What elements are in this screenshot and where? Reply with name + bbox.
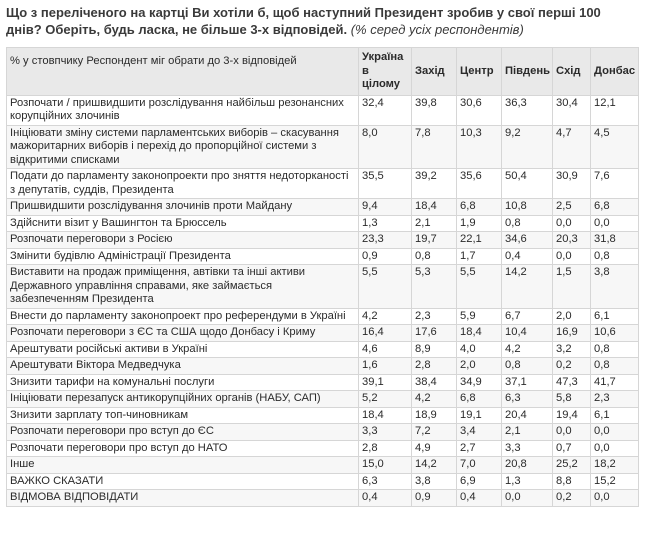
row-label: ВІДМОВА ВІДПОВІДАТИ xyxy=(7,490,359,507)
row-value: 0,4 xyxy=(457,490,502,507)
row-value: 5,3 xyxy=(412,265,457,309)
column-header-east: Схід xyxy=(553,48,591,96)
table-row xyxy=(7,232,639,249)
row-value: 35,6 xyxy=(457,169,502,199)
row-value: 0,9 xyxy=(412,490,457,507)
row-value: 8,9 xyxy=(412,341,457,358)
table-row xyxy=(7,199,639,216)
column-header-ukraine: Україна в цілому xyxy=(359,48,412,96)
row-label: Внести до парламенту законопроект про референдуми в Україні xyxy=(7,308,359,325)
table-row xyxy=(7,308,639,325)
table-row xyxy=(7,490,639,507)
row-value: 35,5 xyxy=(359,169,412,199)
row-label: Розпочати / пришвидшити розслідування найбільш резонансних корупційних злочинів xyxy=(7,95,359,125)
row-value: 4,6 xyxy=(359,341,412,358)
row-value: 18,9 xyxy=(412,407,457,424)
column-header-west: Захід xyxy=(412,48,457,96)
row-value: 8,0 xyxy=(359,125,412,169)
row-value: 10,6 xyxy=(591,325,639,342)
row-value: 2,1 xyxy=(412,215,457,232)
row-label: Інше xyxy=(7,457,359,474)
row-value: 2,0 xyxy=(457,358,502,375)
row-value: 4,2 xyxy=(412,391,457,408)
row-value: 14,2 xyxy=(412,457,457,474)
row-value: 6,1 xyxy=(591,308,639,325)
row-value: 19,4 xyxy=(553,407,591,424)
row-value: 3,3 xyxy=(359,424,412,441)
row-value: 0,8 xyxy=(412,248,457,265)
row-value: 10,4 xyxy=(502,325,553,342)
row-value: 39,1 xyxy=(359,374,412,391)
row-value: 4,2 xyxy=(502,341,553,358)
row-value: 0,0 xyxy=(591,440,639,457)
row-value: 37,1 xyxy=(502,374,553,391)
row-value: 0,7 xyxy=(553,440,591,457)
row-value: 0,0 xyxy=(553,424,591,441)
row-label: Змінити будівлю Адміністрації Президента xyxy=(7,248,359,265)
question-text: Що з переліченого на картці Ви хотіли б, щоб наступний Президент зробив у свої перші 100 днів? Оберіть, будь ласка, не більше 3-х відповідей. xyxy=(6,5,601,37)
row-value: 0,0 xyxy=(553,248,591,265)
row-value: 6,3 xyxy=(359,473,412,490)
row-value: 19,1 xyxy=(457,407,502,424)
row-value: 1,6 xyxy=(359,358,412,375)
row-label: Пришвидшити розслідування злочинів проти Майдану xyxy=(7,199,359,216)
row-value: 22,1 xyxy=(457,232,502,249)
row-value: 25,2 xyxy=(553,457,591,474)
row-value: 8,8 xyxy=(553,473,591,490)
row-value: 1,3 xyxy=(359,215,412,232)
table-row xyxy=(7,248,639,265)
row-value: 18,2 xyxy=(591,457,639,474)
table-row xyxy=(7,265,639,309)
row-value: 0,8 xyxy=(502,215,553,232)
row-value: 0,4 xyxy=(502,248,553,265)
row-value: 6,1 xyxy=(591,407,639,424)
row-value: 4,0 xyxy=(457,341,502,358)
row-value: 6,3 xyxy=(502,391,553,408)
row-value: 7,6 xyxy=(591,169,639,199)
table-row xyxy=(7,440,639,457)
table-row xyxy=(7,358,639,375)
row-value: 2,8 xyxy=(359,440,412,457)
row-value: 0,2 xyxy=(553,490,591,507)
row-value: 3,4 xyxy=(457,424,502,441)
row-label: Виставити на продаж приміщення, автівки та інші активи Державного управління справами, яке займається забезпеченням Президента xyxy=(7,265,359,309)
row-label: ВАЖКО СКАЗАТИ xyxy=(7,473,359,490)
row-value: 0,8 xyxy=(591,248,639,265)
row-value: 34,6 xyxy=(502,232,553,249)
row-value: 30,6 xyxy=(457,95,502,125)
row-value: 41,7 xyxy=(591,374,639,391)
row-value: 14,2 xyxy=(502,265,553,309)
row-value: 0,8 xyxy=(591,358,639,375)
table-row xyxy=(7,125,639,169)
row-value: 2,8 xyxy=(412,358,457,375)
row-value: 5,5 xyxy=(457,265,502,309)
row-label: Ініціювати зміну системи парламентських виборів – скасування мажоритарних виборів і перехід до пропорційної системи з відкритими списками xyxy=(7,125,359,169)
table-row xyxy=(7,407,639,424)
row-label: Розпочати переговори про вступ до ЄС xyxy=(7,424,359,441)
row-value: 39,2 xyxy=(412,169,457,199)
row-label: Арештувати Віктора Медведчука xyxy=(7,358,359,375)
row-value: 38,4 xyxy=(412,374,457,391)
row-value: 5,2 xyxy=(359,391,412,408)
row-value: 5,5 xyxy=(359,265,412,309)
row-value: 2,5 xyxy=(553,199,591,216)
row-value: 0,2 xyxy=(553,358,591,375)
table-row xyxy=(7,169,639,199)
survey-question xyxy=(6,4,606,38)
row-value: 36,3 xyxy=(502,95,553,125)
row-label: Ініціювати перезапуск антикорупційних органів (НАБУ, САП) xyxy=(7,391,359,408)
row-value: 12,1 xyxy=(591,95,639,125)
row-value: 1,3 xyxy=(502,473,553,490)
column-header-center: Центр xyxy=(457,48,502,96)
row-value: 9,4 xyxy=(359,199,412,216)
row-label: Розпочати переговори з Росією xyxy=(7,232,359,249)
row-value: 30,9 xyxy=(553,169,591,199)
row-value: 1,7 xyxy=(457,248,502,265)
row-value: 6,8 xyxy=(591,199,639,216)
row-value: 19,7 xyxy=(412,232,457,249)
row-value: 18,4 xyxy=(412,199,457,216)
table-row xyxy=(7,215,639,232)
row-value: 4,9 xyxy=(412,440,457,457)
row-value: 2,0 xyxy=(553,308,591,325)
row-value: 4,2 xyxy=(359,308,412,325)
row-value: 7,8 xyxy=(412,125,457,169)
row-value: 16,4 xyxy=(359,325,412,342)
row-value: 17,6 xyxy=(412,325,457,342)
row-label: Знизити тарифи на комунальні послуги xyxy=(7,374,359,391)
row-value: 18,4 xyxy=(359,407,412,424)
column-header-description: % у стовпчику Респондент міг обрати до 3-х відповідей xyxy=(7,48,359,96)
table-row xyxy=(7,374,639,391)
row-value: 2,3 xyxy=(412,308,457,325)
table-row xyxy=(7,341,639,358)
results-table xyxy=(6,47,639,507)
row-value: 2,1 xyxy=(502,424,553,441)
table-row xyxy=(7,391,639,408)
table-row xyxy=(7,457,639,474)
row-value: 6,7 xyxy=(502,308,553,325)
row-value: 30,4 xyxy=(553,95,591,125)
row-value: 15,0 xyxy=(359,457,412,474)
row-value: 31,8 xyxy=(591,232,639,249)
question-note: (% серед усіх респондентів) xyxy=(350,22,524,37)
row-value: 0,0 xyxy=(502,490,553,507)
row-value: 2,3 xyxy=(591,391,639,408)
row-value: 3,8 xyxy=(412,473,457,490)
row-label: Розпочати переговори з ЄС та США щодо Донбасу і Криму xyxy=(7,325,359,342)
row-value: 0,8 xyxy=(591,341,639,358)
column-header-donbas: Донбас xyxy=(591,48,639,96)
row-value: 0,4 xyxy=(359,490,412,507)
row-label: Арештувати російські активи в Україні xyxy=(7,341,359,358)
row-value: 20,3 xyxy=(553,232,591,249)
row-value: 32,4 xyxy=(359,95,412,125)
row-label: Здійснити візит у Вашингтон та Брюссель xyxy=(7,215,359,232)
row-value: 10,8 xyxy=(502,199,553,216)
row-value: 7,2 xyxy=(412,424,457,441)
row-value: 18,4 xyxy=(457,325,502,342)
row-value: 0,0 xyxy=(591,490,639,507)
row-value: 10,3 xyxy=(457,125,502,169)
row-value: 39,8 xyxy=(412,95,457,125)
row-value: 16,9 xyxy=(553,325,591,342)
row-value: 1,5 xyxy=(553,265,591,309)
table-body xyxy=(7,95,639,506)
row-value: 0,0 xyxy=(591,424,639,441)
row-value: 6,9 xyxy=(457,473,502,490)
row-value: 4,7 xyxy=(553,125,591,169)
row-value: 0,8 xyxy=(502,358,553,375)
row-label: Розпочати переговори про вступ до НАТО xyxy=(7,440,359,457)
row-value: 0,0 xyxy=(553,215,591,232)
row-value: 3,2 xyxy=(553,341,591,358)
row-value: 50,4 xyxy=(502,169,553,199)
row-value: 6,8 xyxy=(457,391,502,408)
row-value: 20,8 xyxy=(502,457,553,474)
row-value: 1,9 xyxy=(457,215,502,232)
row-value: 4,5 xyxy=(591,125,639,169)
row-value: 47,3 xyxy=(553,374,591,391)
row-value: 2,7 xyxy=(457,440,502,457)
row-label: Знизити зарплату топ-чиновникам xyxy=(7,407,359,424)
row-value: 20,4 xyxy=(502,407,553,424)
table-row xyxy=(7,424,639,441)
row-label: Подати до парламенту законопроекти про зняття недоторканості з депутатів, суддів, Президента xyxy=(7,169,359,199)
table-row xyxy=(7,95,639,125)
row-value: 15,2 xyxy=(591,473,639,490)
row-value: 3,8 xyxy=(591,265,639,309)
row-value: 34,9 xyxy=(457,374,502,391)
row-value: 9,2 xyxy=(502,125,553,169)
row-value: 0,0 xyxy=(591,215,639,232)
row-value: 23,3 xyxy=(359,232,412,249)
row-value: 5,9 xyxy=(457,308,502,325)
table-header-row xyxy=(7,48,639,96)
table-row xyxy=(7,325,639,342)
row-value: 6,8 xyxy=(457,199,502,216)
table-row xyxy=(7,473,639,490)
row-value: 7,0 xyxy=(457,457,502,474)
column-header-south: Південь xyxy=(502,48,553,96)
row-value: 3,3 xyxy=(502,440,553,457)
row-value: 0,9 xyxy=(359,248,412,265)
row-value: 5,8 xyxy=(553,391,591,408)
